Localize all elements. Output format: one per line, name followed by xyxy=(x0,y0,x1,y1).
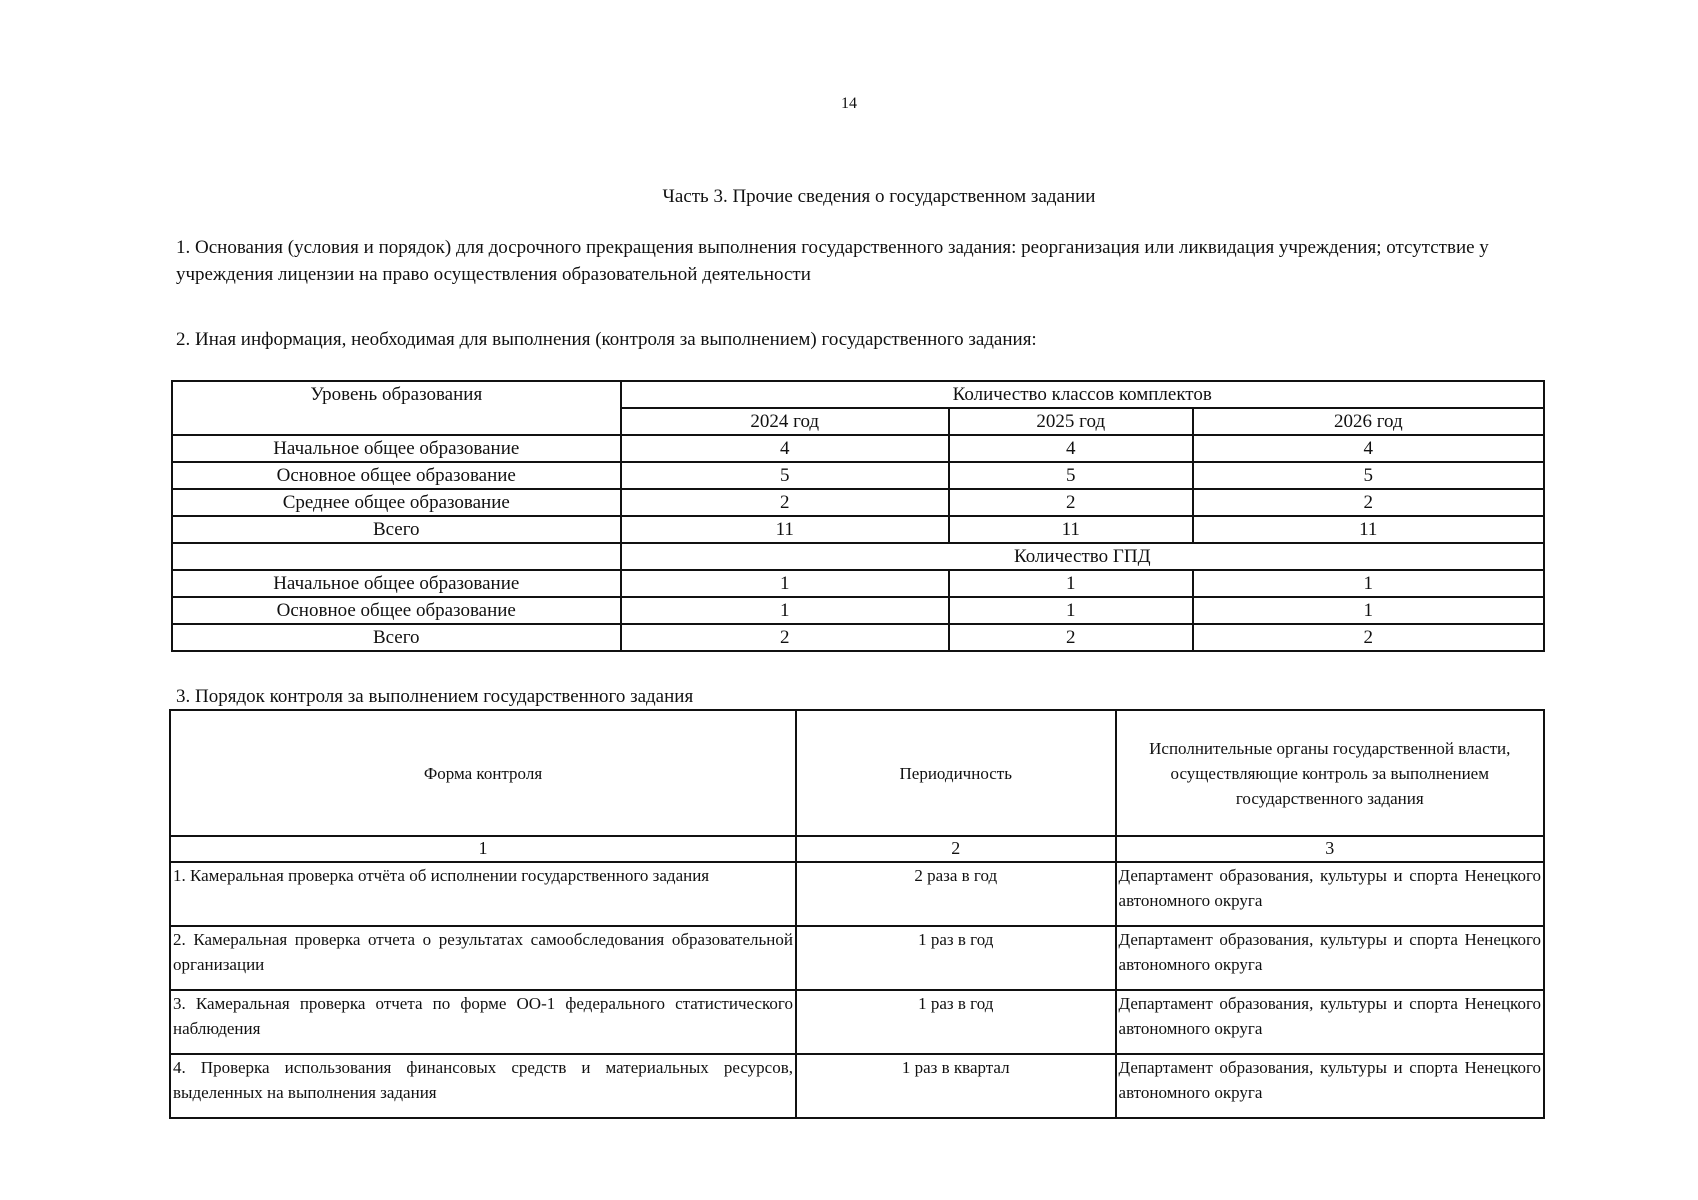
period-cell: 1 раз в год xyxy=(796,990,1116,1054)
table-row xyxy=(172,597,1544,624)
value-cell: 2 xyxy=(621,489,949,516)
table-row xyxy=(170,710,1544,836)
value-cell: 5 xyxy=(1193,462,1544,489)
level-header: Уровень образования xyxy=(172,381,621,435)
form-cell: 3. Камеральная проверка отчета по форме ОО-1 федерального статистического наблюдения xyxy=(170,990,796,1054)
level-cell: Всего xyxy=(172,624,621,651)
body-cell: Департамент образования, культуры и спорта Ненецкого автономного округа xyxy=(1116,990,1544,1054)
value-cell: 1 xyxy=(621,597,949,624)
value-cell: 11 xyxy=(621,516,949,543)
value-cell: 1 xyxy=(1193,597,1544,624)
level-cell: Начальное общее образование xyxy=(172,570,621,597)
table-row xyxy=(172,435,1544,462)
table-row xyxy=(172,516,1544,543)
form-cell: 2. Камеральная проверка отчета о результатах самообследования образовательной организации xyxy=(170,926,796,990)
level-cell: Основное общее образование xyxy=(172,462,621,489)
body-cell: Департамент образования, культуры и спорта Ненецкого автономного округа xyxy=(1116,1054,1544,1118)
value-cell: 2 xyxy=(621,624,949,651)
classes-table xyxy=(171,380,1545,652)
paragraph-termination-grounds: 1. Основания (условия и порядок) для досрочного прекращения выполнения государственного задания: реорганизация или ликвидация учреждения; отсутствие у учреждения лицензии на право осуществления образовательной деятельности xyxy=(176,237,1489,285)
table-row xyxy=(172,543,1544,570)
header-period: Периодичность xyxy=(796,710,1116,836)
table-row xyxy=(170,1054,1544,1118)
value-cell: 2 xyxy=(1193,624,1544,651)
value-cell: 1 xyxy=(949,570,1193,597)
level-cell: Всего xyxy=(172,516,621,543)
part-title: Часть 3. Прочие сведения о государственном задании xyxy=(662,186,1096,207)
table-row xyxy=(172,381,1544,408)
header-form: Форма контроля xyxy=(170,710,796,836)
empty-cell xyxy=(172,543,621,570)
column-number: 1 xyxy=(170,836,796,862)
paragraph-other-info: 2. Иная информация, необходимая для выполнения (контроля за выполнением) государственного задания: xyxy=(176,329,1037,350)
period-cell: 1 раз в квартал xyxy=(796,1054,1116,1118)
count-header: Количество классов комплектов xyxy=(621,381,1544,408)
year-header: 2025 год xyxy=(949,408,1193,435)
table-row xyxy=(170,862,1544,926)
table-row xyxy=(170,990,1544,1054)
value-cell: 2 xyxy=(949,624,1193,651)
table-row xyxy=(172,462,1544,489)
form-cell: 1. Камеральная проверка отчёта об исполнении государственного задания xyxy=(170,862,796,926)
value-cell: 11 xyxy=(1193,516,1544,543)
form-cell: 4. Проверка использования финансовых средств и материальных ресурсов, выделенных на выполнения задания xyxy=(170,1054,796,1118)
value-cell: 4 xyxy=(949,435,1193,462)
table-row xyxy=(172,570,1544,597)
page-number: 14 xyxy=(841,95,857,112)
value-cell: 2 xyxy=(949,489,1193,516)
body-cell: Департамент образования, культуры и спорта Ненецкого автономного округа xyxy=(1116,862,1544,926)
period-cell: 2 раза в год xyxy=(796,862,1116,926)
value-cell: 1 xyxy=(621,570,949,597)
table-row xyxy=(170,926,1544,990)
table-row xyxy=(172,489,1544,516)
value-cell: 4 xyxy=(1193,435,1544,462)
level-cell: Начальное общее образование xyxy=(172,435,621,462)
value-cell: 1 xyxy=(1193,570,1544,597)
period-cell: 1 раз в год xyxy=(796,926,1116,990)
year-header: 2026 год xyxy=(1193,408,1544,435)
value-cell: 5 xyxy=(621,462,949,489)
paragraph-control-order: 3. Порядок контроля за выполнением государственного задания xyxy=(176,686,694,707)
control-table xyxy=(169,709,1545,1119)
year-header: 2024 год xyxy=(621,408,949,435)
gpd-header: Количество ГПД xyxy=(621,543,1544,570)
value-cell: 4 xyxy=(621,435,949,462)
column-number: 3 xyxy=(1116,836,1544,862)
header-body: Исполнительные органы государственной власти, осуществляющие контроль за выполнением государственного задания xyxy=(1116,710,1544,836)
value-cell: 11 xyxy=(949,516,1193,543)
value-cell: 5 xyxy=(949,462,1193,489)
body-cell: Департамент образования, культуры и спорта Ненецкого автономного округа xyxy=(1116,926,1544,990)
level-cell: Среднее общее образование xyxy=(172,489,621,516)
column-number: 2 xyxy=(796,836,1116,862)
level-cell: Основное общее образование xyxy=(172,597,621,624)
table-row xyxy=(172,624,1544,651)
table-row xyxy=(170,836,1544,862)
value-cell: 1 xyxy=(949,597,1193,624)
value-cell: 2 xyxy=(1193,489,1544,516)
